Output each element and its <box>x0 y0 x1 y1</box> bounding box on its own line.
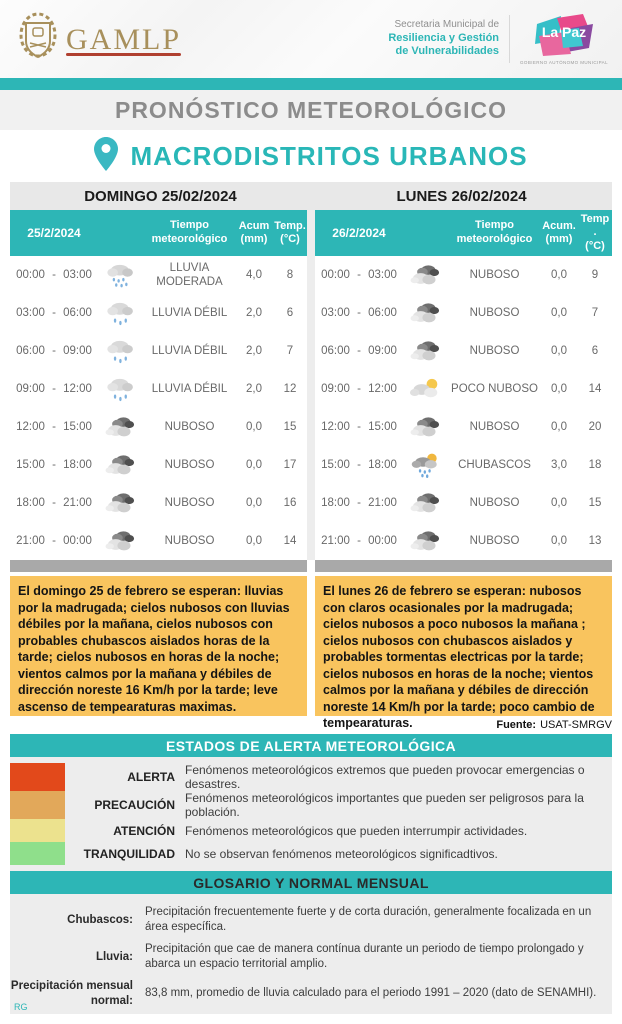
gamlp-crest-icon <box>16 11 60 68</box>
location-pin-icon <box>94 137 118 176</box>
time-range: 15:00 - 18:00 <box>16 459 92 471</box>
table-row <box>315 294 612 332</box>
weather-condition: NUBOSO <box>164 458 215 471</box>
weather-icon-partly-sunny <box>407 376 445 403</box>
page-header <box>0 0 622 78</box>
gray-bar <box>10 560 307 572</box>
teal-divider-bar <box>0 78 622 90</box>
secretaria-line1: Secretaria Municipal de <box>394 19 500 30</box>
table-row <box>315 332 612 370</box>
time-range: 18:00 - 21:00 <box>16 497 92 509</box>
alert-description: No se observan fenómenos meteorológicos significadtivos. <box>185 846 498 861</box>
summary-day2: El lunes 26 de febrero se esperan: nubosos con claros ocasionales por la madrugada; cielos nubosos a poco nubosos la mañana ; cielos nubosos con chubascos aislados y probables tormentas electricas por la tarde; cielos nubosos en horas de la noche; vientos calmos por la mañana y débiles de dirección noreste 14 Km/h por la tarde; poco cambio de tempearaturas. <box>315 576 612 716</box>
table-row <box>10 332 307 370</box>
weather-icon-cloudy <box>407 338 445 365</box>
gamlp-logo <box>16 11 181 68</box>
svg-text:La Paz: La Paz <box>541 23 587 40</box>
glossary-definition: Precipitación que cae de manera contínua durante un periodo de tiempo prolongado y abarca un espacio territorial amplio. <box>145 943 584 970</box>
acum-value: 0,0 <box>246 421 262 433</box>
alert-color-swatch <box>10 791 65 819</box>
date-bar <box>10 182 612 210</box>
day2-date-label: LUNES 26/02/2024 <box>396 187 527 205</box>
acum-value: 0,0 <box>551 383 567 395</box>
table-row <box>315 446 612 484</box>
temp-value: 14 <box>283 535 297 547</box>
weather-icon-rain-light <box>102 338 140 365</box>
weather-icon-cloudy <box>407 490 445 517</box>
weather-icon-rain-light <box>102 376 140 403</box>
time-range: 12:00 - 15:00 <box>321 421 397 433</box>
column-header-weather: Tiempo meteorológico <box>151 219 228 245</box>
secretaria-title <box>388 19 499 59</box>
alert-level: PRECAUCIÓN <box>94 798 175 812</box>
author-initials: RG <box>14 1002 28 1012</box>
temp-value: 15 <box>588 497 602 509</box>
alert-level: ATENCIÓN <box>113 823 175 838</box>
glossary-row <box>10 975 612 1012</box>
summary-day1: El domingo 25 de febrero se esperan: lluvias por la madrugada; cielos nubosos con lluvias débiles por la mañana, cielos nubosos con probables chubascos aislados horas de la tarde; cielos nubosos en horas de la noche; vientos calmos por la mañana y débiles de dirección noreste 16 Km/h por la tarde; leve ascenso de tempearaturas maximas. <box>10 576 307 716</box>
acum-value: 0,0 <box>246 459 262 471</box>
weather-icon-sun-shower <box>407 452 445 479</box>
alert-row <box>10 791 612 819</box>
secretaria-line3: de Vulnerabilidades <box>395 45 500 58</box>
column-header-temp: Temp . (°C) <box>580 213 610 252</box>
column-header-acum: Acum. (mm) <box>542 219 576 245</box>
acum-value: 0,0 <box>246 535 262 547</box>
source-value: USAT-SMRGV <box>540 719 612 731</box>
table-row <box>315 370 612 408</box>
acum-value: 0,0 <box>246 497 262 509</box>
weather-icon-cloudy <box>102 490 140 517</box>
temp-value: 13 <box>588 535 602 547</box>
table-row <box>10 522 307 560</box>
acum-value: 0,0 <box>551 345 567 357</box>
alert-row <box>10 842 612 865</box>
alert-row <box>10 763 612 791</box>
weather-icon-rain-light <box>102 300 140 327</box>
source-line <box>10 716 612 734</box>
table-footer-bars <box>10 560 612 572</box>
weather-condition: LLUVIA DÉBIL <box>151 344 228 357</box>
page-subtitle: MACRODISTRITOS URBANOS <box>130 140 528 171</box>
acum-value: 0,0 <box>551 269 567 281</box>
acum-value: 2,0 <box>246 307 262 319</box>
weather-condition: NUBOSO <box>469 496 520 509</box>
temp-value: 6 <box>286 307 294 319</box>
time-range: 00:00 - 03:00 <box>16 269 92 281</box>
title-band <box>0 90 622 130</box>
column-header-date: 26/2/2024 <box>332 226 386 240</box>
alert-color-swatch <box>10 842 65 865</box>
column-header-temp: Temp. (°C) <box>274 219 306 245</box>
table-row <box>10 256 307 294</box>
weather-icon-cloudy <box>102 452 140 479</box>
glossary-section-title: GLOSARIO Y NORMAL MENSUAL <box>10 871 612 894</box>
acum-value: 2,0 <box>246 383 262 395</box>
acum-value: 0,0 <box>551 535 567 547</box>
weather-icon-cloudy <box>102 528 140 555</box>
acum-value: 3,0 <box>551 459 567 471</box>
table-row <box>315 484 612 522</box>
weather-condition: NUBOSO <box>164 420 215 433</box>
weather-icon-cloudy <box>102 414 140 441</box>
acum-value: 4,0 <box>246 269 262 281</box>
weather-condition: NUBOSO <box>469 268 520 281</box>
lapaz-logo <box>520 14 608 65</box>
table-row <box>315 408 612 446</box>
time-range: 06:00 - 09:00 <box>16 345 92 357</box>
glossary-definition: Precipitación frecuentemente fuerte y de corta duración, generalmente focalizada en un área específica. <box>145 906 592 934</box>
weather-condition: NUBOSO <box>469 534 520 547</box>
weather-condition: LLUVIA DÉBIL <box>151 306 228 319</box>
temp-value: 18 <box>588 459 602 471</box>
glossary <box>10 894 612 1014</box>
time-range: 00:00 - 03:00 <box>321 269 397 281</box>
temp-value: 15 <box>283 421 297 433</box>
table-row <box>10 408 307 446</box>
weather-condition: LLUVIA DÉBIL <box>151 382 228 395</box>
time-range: 06:00 - 09:00 <box>321 345 397 357</box>
weather-condition: NUBOSO <box>469 344 520 357</box>
acum-value: 0,0 <box>551 307 567 319</box>
temp-value: 6 <box>591 345 599 357</box>
alert-level: TRANQUILIDAD <box>83 846 175 861</box>
forecast-table-day1 <box>10 210 307 560</box>
weather-icon-rain-moderate <box>102 262 140 289</box>
time-range: 09:00 - 12:00 <box>321 383 397 395</box>
alert-color-swatch <box>10 763 65 791</box>
column-header-weather: Tiempo meteorológico <box>456 219 533 245</box>
glossary-row <box>10 902 612 939</box>
alerts-legend <box>10 757 612 871</box>
column-header-acum: Acum (mm) <box>238 219 270 245</box>
time-range: 12:00 - 15:00 <box>16 421 92 433</box>
temp-value: 7 <box>286 345 294 357</box>
time-range: 21:00 - 00:00 <box>321 535 397 547</box>
alert-color-swatch <box>10 819 65 842</box>
table-row <box>10 446 307 484</box>
header-divider <box>509 15 510 63</box>
gray-bar <box>315 560 612 572</box>
gamlp-logo-text: GAMLP <box>66 22 182 56</box>
table-header-day2 <box>315 210 612 256</box>
weather-icon-cloudy <box>407 262 445 289</box>
temp-value: 7 <box>591 307 599 319</box>
table-row <box>315 256 612 294</box>
table-row <box>315 522 612 560</box>
lapaz-logo-subtext: GOBIERNO AUTÓNOMO MUNICIPAL <box>520 59 608 65</box>
forecast-tables <box>10 210 612 560</box>
temp-value: 16 <box>283 497 297 509</box>
time-range: 03:00 - 06:00 <box>321 307 397 319</box>
weather-condition: NUBOSO <box>469 306 520 319</box>
subtitle-band <box>0 130 622 182</box>
weather-condition: CHUBASCOS <box>458 458 531 471</box>
page-title: PRONÓSTICO METEOROLÓGICO <box>114 96 507 123</box>
glossary-row <box>10 939 612 976</box>
table-row <box>10 294 307 332</box>
alert-description: Fenómenos meteorológicos importantes que pueden ser peligrosos para la población. <box>185 791 584 819</box>
temp-value: 14 <box>588 383 602 395</box>
acum-value: 2,0 <box>246 345 262 357</box>
table-header-day1 <box>10 210 307 256</box>
time-range: 15:00 - 18:00 <box>321 459 397 471</box>
alerts-section-title: ESTADOS DE ALERTA METEOROLÓGICA <box>10 734 612 757</box>
source-label: Fuente: <box>496 719 537 731</box>
weather-icon-cloudy <box>407 414 445 441</box>
glossary-term: Chubascos: <box>67 914 133 927</box>
time-range: 18:00 - 21:00 <box>321 497 397 509</box>
weather-condition: NUBOSO <box>469 420 520 433</box>
alert-description: Fenómenos meteorológicos extremos que pueden provocar emergencias o desastres. <box>185 763 585 791</box>
alert-description: Fenómenos meteorológicos que pueden interrumpir actividades. <box>185 823 528 838</box>
table-row <box>10 484 307 522</box>
time-range: 21:00 - 00:00 <box>16 535 92 547</box>
alert-row <box>10 819 612 842</box>
temp-value: 12 <box>283 383 297 395</box>
weather-condition: POCO NUBOSO <box>451 382 538 395</box>
glossary-term: Lluvia: <box>95 950 133 963</box>
glossary-term: Precipitación mensual normal: <box>10 980 133 1007</box>
forecast-table-day2 <box>315 210 612 560</box>
temp-value: 8 <box>286 269 294 281</box>
weather-condition: LLUVIA MODERADA <box>156 261 223 288</box>
acum-value: 0,0 <box>551 421 567 433</box>
time-range: 03:00 - 06:00 <box>16 307 92 319</box>
weather-icon-cloudy <box>407 300 445 327</box>
lapaz-logo-icon <box>531 14 597 58</box>
column-header-date: 25/2/2024 <box>27 226 81 240</box>
temp-value: 17 <box>283 459 297 471</box>
temp-value: 20 <box>588 421 602 433</box>
acum-value: 0,0 <box>551 497 567 509</box>
day1-date-label: DOMINGO 25/02/2024 <box>84 187 237 205</box>
alert-level: ALERTA <box>127 770 175 784</box>
temp-value: 9 <box>591 269 599 281</box>
secretaria-line2: Resiliencia y Gestión <box>388 31 500 44</box>
table-row <box>10 370 307 408</box>
weather-condition: NUBOSO <box>164 534 215 547</box>
glossary-definition: 83,8 mm, promedio de lluvia calculado para el periodo 1991 – 2020 (dato de SENAMHI). <box>145 987 597 1000</box>
weather-condition: NUBOSO <box>164 496 215 509</box>
weather-icon-cloudy <box>407 528 445 555</box>
time-range: 09:00 - 12:00 <box>16 383 92 395</box>
